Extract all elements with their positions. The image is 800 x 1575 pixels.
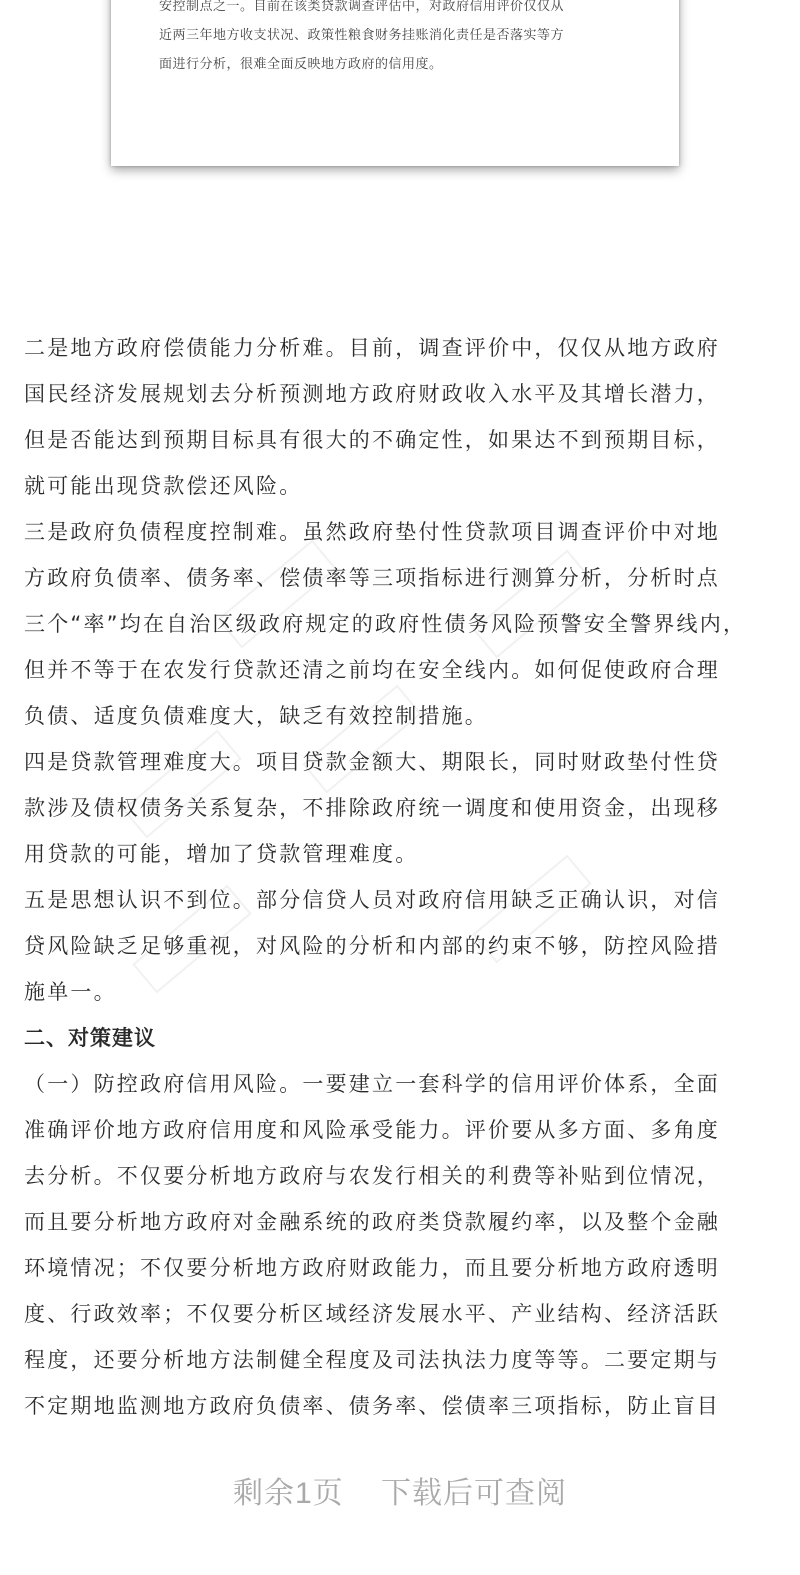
paragraph-line: 方政府负债率、债务率、偿债率等三项指标进行测算分析，分析时点 xyxy=(24,566,720,590)
paragraph-line: 贷风险缺乏足够重视，对风险的分析和内部的约束不够，防控风险措 xyxy=(24,934,720,958)
section-heading: 二、对策建议 xyxy=(24,1026,156,1050)
paragraph-line: 但并不等于在农发行贷款还清之前均在安全线内。如何促使政府合理 xyxy=(24,658,720,682)
paragraph-line: 施单一。 xyxy=(24,980,117,1004)
paragraph-line: 就可能出现贷款偿还风险。 xyxy=(24,474,303,498)
remaining-pages-label: 剩余1页 xyxy=(232,1477,344,1510)
paragraph-line: 程度，还要分析地方法制健全程度及司法执法力度等等。二要定期与 xyxy=(24,1348,720,1372)
paragraph-line: 而且要分析地方政府对金融系统的政府类贷款履约率，以及整个金融 xyxy=(24,1210,720,1234)
paragraph-line: 五是思想认识不到位。部分信贷人员对政府信用缺乏正确认识，对信 xyxy=(24,888,720,912)
paragraph-line: 国民经济发展规划去分析预测地方政府财政收入水平及其增长潜力， xyxy=(24,382,720,406)
paragraph-line: 环境情况；不仅要分析地方政府财政能力，而且要分析地方政府透明 xyxy=(24,1256,720,1280)
preview-line: 面进行分析，很难全面反映地方政府的信用度。 xyxy=(159,57,443,72)
paragraph-line: 款涉及债权债务关系复杂，不排除政府统一调度和使用资金，出现移 xyxy=(24,796,720,820)
paragraph-line: 度、行政效率；不仅要分析区域经济发展水平、产业结构、经济活跃 xyxy=(24,1302,720,1326)
download-prompt[interactable] xyxy=(0,1468,800,1512)
preview-line: 安控制点之一。目前在该类贷款调查评估中，对政府信用评价仅仅从 xyxy=(159,0,565,14)
preview-line: 近两三年地方收支状况、政策性粮食财务挂账消化责任是否落实等方 xyxy=(159,28,565,43)
paragraph-line: 四是贷款管理难度大。项目贷款金额大、期限长，同时财政垫付性贷 xyxy=(24,750,720,774)
paragraph-line: 但是否能达到预期目标具有很大的不确定性，如果达不到预期目标， xyxy=(24,428,720,452)
paragraph-line: （一）防控政府信用风险。一要建立一套科学的信用评价体系，全面 xyxy=(24,1072,720,1096)
page-preview-card xyxy=(111,0,679,166)
paragraph-line: 去分析。不仅要分析地方政府与农发行相关的利费等补贴到位情况， xyxy=(24,1164,720,1188)
paragraph-line: 二是地方政府偿债能力分析难。目前，调查评价中，仅仅从地方政府 xyxy=(24,336,720,360)
download-to-view-label: 下载后可查阅 xyxy=(381,1477,568,1510)
paragraph-line: 用贷款的可能，增加了贷款管理难度。 xyxy=(24,842,419,866)
paragraph-line: 三是政府负债程度控制难。虽然政府垫付性贷款项目调查评价中对地 xyxy=(24,520,720,544)
document-body xyxy=(24,325,800,1429)
preview-text xyxy=(159,0,639,79)
paragraph-line: 三个“率”均在自治区级政府规定的政府性债务风险预警安全警界线内， xyxy=(24,612,747,636)
paragraph-line: 不定期地监测地方政府负债率、债务率、偿债率三项指标，防止盲目 xyxy=(24,1394,720,1418)
paragraph-line: 负债、适度负债难度大，缺乏有效控制措施。 xyxy=(24,704,488,728)
paragraph-line: 准确评价地方政府信用度和风险承受能力。评价要从多方面、多角度 xyxy=(24,1118,720,1142)
